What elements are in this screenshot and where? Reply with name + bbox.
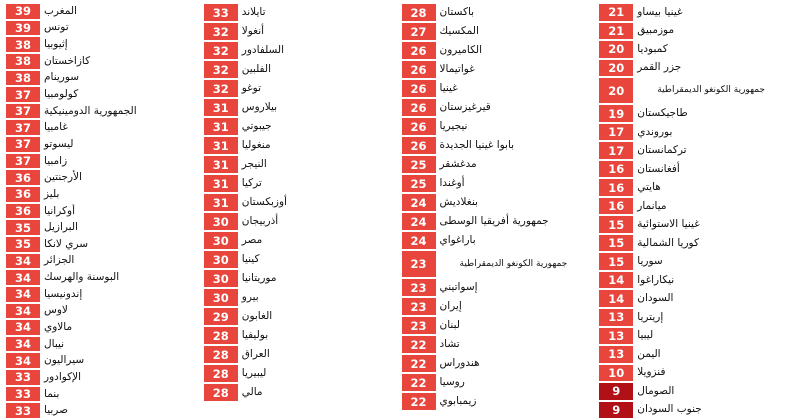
score-value: 14 [599,290,633,307]
table-row [204,42,392,59]
country-label: الإكوادور [44,370,82,383]
score-value: 30 [204,289,238,306]
score-value: 32 [204,61,238,78]
table-row [204,118,392,135]
score-value: 33 [6,403,40,418]
table-row [599,383,787,400]
score-value: 17 [599,142,633,159]
table-row [402,298,590,315]
country-label: المغرب [44,4,77,17]
table-row [402,279,590,296]
score-value: 30 [204,213,238,230]
country-label: تونس [44,21,69,34]
table-row [599,142,787,159]
table-row [6,403,194,418]
score-value: 33 [6,370,40,385]
table-row [599,253,787,270]
country-label: بيلاروس [241,100,278,113]
table-row [402,156,590,173]
country-label: الفلبين [241,62,271,75]
country-label: جمهورية أفريقيا الوسطى [439,214,549,227]
country-label: الصومال [637,384,675,397]
score-value: 9 [599,402,633,419]
score-value: 16 [599,161,633,178]
score-value: 30 [204,251,238,268]
country-label: غواتيمالا [439,62,475,75]
country-label: الأرجنتين [44,171,82,184]
table-row [204,365,392,382]
score-value: 31 [204,118,238,135]
score-value: 13 [599,309,633,326]
table-row [599,365,787,382]
score-value: 37 [6,120,40,135]
country-label: الكاميرون [439,43,482,56]
score-value: 28 [402,4,436,21]
table-row [402,4,590,21]
score-value: 31 [204,194,238,211]
score-value: 35 [6,237,40,252]
table-row [599,179,787,196]
country-label: إيران [439,299,462,312]
score-value: 32 [204,42,238,59]
score-value: 34 [6,287,40,302]
score-value: 37 [6,154,40,169]
country-label: البرازيل [44,221,78,234]
score-value: 26 [402,137,436,154]
score-value: 28 [204,384,238,401]
country-label: أوزبكستان [241,195,287,208]
country-label: جمهورية الكونغو الديمقراطية [657,85,765,96]
table-row [402,213,590,230]
country-label: تركمانستان [637,144,687,157]
table-row [204,251,392,268]
table-row [599,402,787,419]
score-value: 33 [6,387,40,402]
table-row [599,328,787,345]
score-value: 29 [204,308,238,325]
column-4 [6,4,194,418]
table-row [204,80,392,97]
table-row [6,320,194,335]
country-label: مصر [241,233,263,246]
score-value: 25 [402,175,436,192]
column-3 [204,4,392,418]
score-value: 23 [402,279,436,296]
table-row [204,175,392,192]
country-label: اليمن [637,347,661,360]
score-value: 28 [204,327,238,344]
table-row [6,37,194,52]
score-value: 34 [6,320,40,335]
country-label: منغوليا [241,138,271,151]
country-label: مالاوي [44,320,73,333]
country-label: روسيا [439,375,465,388]
table-row [204,289,392,306]
score-value: 24 [402,213,436,230]
table-row [6,104,194,119]
score-value: 23 [402,317,436,334]
country-label: أذربيجان [241,214,279,227]
country-label: أوغندا [439,176,465,189]
country-label: غينيا الاستوائية [637,218,700,231]
score-value: 16 [599,179,633,196]
score-value: 30 [204,270,238,287]
table-row [402,317,590,334]
table-row [6,170,194,185]
score-value: 37 [6,87,40,102]
score-value: 22 [402,336,436,353]
score-value: 31 [204,175,238,192]
country-label: زيمبابوي [439,394,477,407]
table-row [599,78,787,103]
table-row [599,272,787,289]
table-row [6,287,194,302]
table-row [402,232,590,249]
country-label: العراق [241,347,270,360]
table-row [6,4,194,19]
table-row [6,370,194,385]
country-label: غينيا [439,81,458,94]
score-value: 21 [599,4,633,21]
score-value: 31 [204,99,238,116]
table-row [599,124,787,141]
table-row [204,23,392,40]
score-value: 36 [6,204,40,219]
table-row [204,346,392,363]
score-value: 27 [402,23,436,40]
score-value: 20 [599,60,633,77]
score-value: 26 [402,42,436,59]
country-label: الجزائر [44,254,75,267]
score-value: 37 [6,137,40,152]
country-label: جيبوتي [241,119,272,132]
table-row [204,61,392,78]
table-row [402,393,590,410]
table-row [402,23,590,40]
table-row [402,251,590,277]
table-row [402,194,590,211]
country-label: النيجر [241,157,267,170]
column-1 [599,4,787,418]
country-label: ليسوتو [44,137,74,150]
score-value: 22 [402,393,436,410]
score-value: 39 [6,21,40,36]
country-label: بليز [44,187,60,200]
table-row [6,87,194,102]
score-value: 28 [204,365,238,382]
score-value: 30 [204,232,238,249]
score-value: 23 [402,251,436,277]
table-row [599,198,787,215]
score-value: 37 [6,104,40,119]
country-label: بوروندي [637,125,673,138]
country-label: ليبيا [637,329,654,342]
score-value: 13 [599,346,633,363]
score-value: 20 [599,78,633,103]
table-row [6,304,194,319]
table-row [204,270,392,287]
score-value: 17 [599,124,633,141]
score-value: 38 [6,71,40,86]
country-label: تركيا [241,176,262,189]
country-label: كينيا [241,252,260,265]
score-value: 22 [402,355,436,372]
country-label: ميانمار [637,199,667,212]
table-row [599,60,787,77]
country-label: السلفادور [241,43,285,56]
country-label: كولومبيا [44,88,79,101]
score-value: 15 [599,235,633,252]
table-row [6,254,194,269]
country-label: لاوس [44,304,68,317]
table-row [6,120,194,135]
country-label: توغو [241,81,262,94]
score-value: 38 [6,37,40,52]
score-value: 38 [6,54,40,69]
country-label: كازاخستان [44,54,91,67]
table-row [599,161,787,178]
table-row [6,187,194,202]
table-row [599,235,787,252]
score-value: 23 [402,298,436,315]
country-label: جنوب السودان [637,403,702,416]
score-value: 24 [402,194,436,211]
score-value: 16 [599,198,633,215]
score-value: 31 [204,156,238,173]
score-value: 19 [599,105,633,122]
country-label: الجمهورية الدومينيكية [44,104,137,117]
table-row [204,213,392,230]
country-label: البوسنة والهرسك [44,271,120,284]
score-value: 25 [402,156,436,173]
country-label: هايتي [637,181,661,194]
country-label: كمبوديا [637,42,668,55]
country-label: باكستان [439,5,475,18]
score-value: 26 [402,99,436,116]
table-row [6,337,194,352]
score-value: 9 [599,383,633,400]
table-row [402,80,590,97]
table-row [402,175,590,192]
score-value: 14 [599,272,633,289]
country-label: هندوراس [439,356,480,369]
country-label: إثيوبيا [44,38,68,51]
column-2 [402,4,590,418]
country-label: سوريا [637,255,663,268]
country-label: إندونيسيا [44,287,83,300]
score-value: 28 [204,346,238,363]
table-row [599,346,787,363]
table-row [6,204,194,219]
table-row [6,154,194,169]
country-label: بنما [44,387,60,400]
country-label: السودان [637,292,674,305]
country-label: نيبال [44,337,65,350]
table-row [204,327,392,344]
country-label: لبنان [439,318,460,331]
score-value: 34 [6,270,40,285]
score-value: 33 [204,4,238,21]
country-label: غامبيا [44,121,68,134]
table-row [402,42,590,59]
country-label: أفغانستان [637,162,680,175]
table-row [599,290,787,307]
table-row [402,355,590,372]
score-value: 24 [402,232,436,249]
country-label: بوليفيا [241,328,269,341]
country-label: المكسيك [439,24,479,37]
score-value: 34 [6,337,40,352]
score-value: 34 [6,304,40,319]
score-value: 34 [6,353,40,368]
country-label: سيراليون [44,354,85,367]
table-row [204,137,392,154]
score-value: 39 [6,4,40,19]
table-row [402,137,590,154]
country-label: ليبيريا [241,366,267,379]
score-value: 31 [204,137,238,154]
table-row [6,220,194,235]
score-value: 26 [402,80,436,97]
table-row [6,137,194,152]
table-row [6,270,194,285]
score-value: 34 [6,254,40,269]
country-label: مدغشقر [439,157,477,170]
country-label: تشاد [439,337,460,350]
table-row [6,237,194,252]
country-label: الغابون [241,309,273,322]
score-value: 35 [6,220,40,235]
score-value: 32 [204,23,238,40]
country-label: موريتانيا [241,271,277,284]
table-row [204,232,392,249]
country-label: قيرغيزستان [439,100,491,113]
country-label: بيرو [241,290,259,303]
table-row [204,194,392,211]
table-row [204,384,392,401]
table-row [6,353,194,368]
table-row [204,308,392,325]
table-row [402,118,590,135]
country-label: كوريا الشمالية [637,236,699,249]
country-label: طاجيكستان [637,107,688,120]
table-row [204,4,392,21]
table-row [599,309,787,326]
country-label: نيكاراغوا [637,273,675,286]
country-label: تايلاند [241,5,266,18]
table-row [599,105,787,122]
score-value: 26 [402,61,436,78]
score-value: 22 [402,374,436,391]
table-row [6,387,194,402]
table-row [402,336,590,353]
country-label: مالي [241,385,263,398]
table-row [599,4,787,21]
country-label: زامبيا [44,154,68,167]
table-row [402,374,590,391]
country-label: صربيا [44,404,68,417]
country-label: موزمبيق [637,24,675,37]
country-label: غينيا بيساو [637,5,683,18]
score-value: 36 [6,187,40,202]
table-row [402,99,590,116]
country-label: سورينام [44,71,80,84]
table-row [204,99,392,116]
table-row [6,21,194,36]
country-label: بنغلاديش [439,195,478,208]
country-label: جمهورية الكونغو الديمقراطية [459,258,568,269]
country-label: نيجيريا [439,119,468,132]
table-row [402,61,590,78]
score-value: 20 [599,41,633,58]
score-value: 32 [204,80,238,97]
score-value: 13 [599,328,633,345]
country-label: جزر القمر [637,61,682,74]
score-value: 15 [599,216,633,233]
table-row [6,71,194,86]
table-row [6,54,194,69]
score-value: 36 [6,170,40,185]
country-label: باراغواي [439,233,476,246]
table-row [599,216,787,233]
country-label: إسواتيني [439,280,478,293]
score-value: 10 [599,365,633,382]
country-label: فنزويلا [637,366,666,379]
table-row [599,23,787,40]
table-row [599,41,787,58]
country-label: أنغولا [241,24,265,37]
table-row [204,156,392,173]
country-label: بابوا غينيا الجديدة [439,138,515,151]
score-value: 26 [402,118,436,135]
country-label: إريتريا [637,310,664,323]
country-label: أوكرانيا [44,204,75,217]
score-value: 15 [599,253,633,270]
country-label: سري لانكا [44,237,89,250]
score-value: 21 [599,23,633,40]
